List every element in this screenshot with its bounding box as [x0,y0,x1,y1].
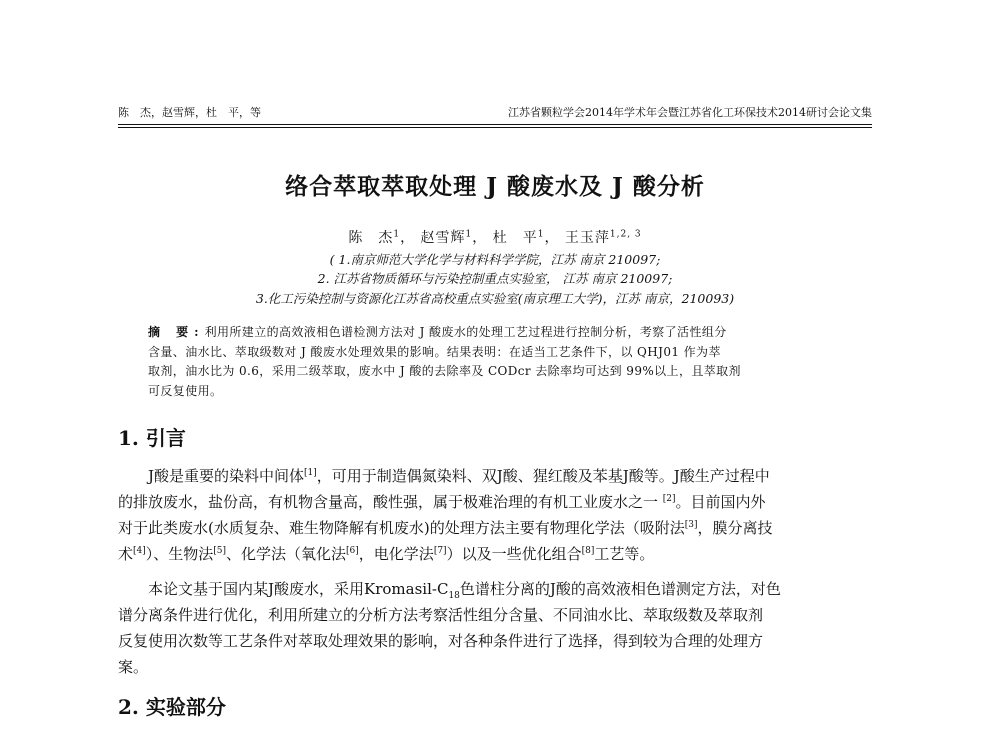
text-run: 对于此类废水(水质复杂、难生物降解有机废水)的处理方法主要有物理化学法（吸附法 [118,519,685,537]
section-heading-introduction: 1. 引言 [118,426,186,450]
para-line [118,515,872,541]
citation: [6] [346,546,359,556]
author-name: 王玉萍 [564,230,610,246]
text-run: 、化学法（氧化法 [226,545,347,563]
author-affil-mark: 1,2, 3 [609,229,642,240]
section-heading-experimental: 2. 实验部分 [118,695,226,719]
text-run: ）、生物法 [145,545,214,563]
para-line [118,576,872,602]
citation: [3] [684,520,698,530]
citation: [4] [133,546,146,556]
paper-title: 络合萃取萃取处理 J 酸废水及 J 酸分析 [285,173,705,200]
header-authors: 陈 杰，赵雪辉，杜 平，等 [118,106,261,119]
text-run: 的排放废水，盐份高，有机物含量高，酸性强，属于极难治理的有机工业废水之一 [118,493,663,511]
abstract-line-2: 含量、油水比、萃取级数对 J 酸废水处理效果的影响。结果表明：在适当工艺条件下，以 QHJ01 作为萃 [148,344,721,359]
header-rule [118,124,872,125]
para-line: 谱分离条件进行优化，利用所建立的分析方法考察活性组分含量、不同油水比、萃取级数及萃取剂 [118,606,764,624]
author-name: 杜 平 [492,230,538,246]
text-run: 工艺等。 [594,545,655,563]
abstract-line-4: 可反复使用。 [148,383,223,398]
citation: [7] [433,546,447,556]
paragraph-objective [118,576,872,680]
header-proceedings: 江苏省颗粒学会2014年学术年会暨江苏省化工环保技术2014研讨会论文集 [508,106,872,119]
para-line: 反复使用次数等工艺条件对萃取处理效果的影响，对各种条件进行了选择，得到较为合理的处理方 [118,632,764,650]
text-run: ，电化学法 [358,545,434,563]
author-list [118,228,872,248]
affiliation-2: 2. 江苏省物质循环与污染控制重点实验室， 江苏 南京 210097; [317,271,673,286]
para-line: 案。 [118,658,149,676]
author-affil-mark: 1 [537,229,545,240]
citation: [2] [662,494,676,504]
author-separator: ， [472,230,488,246]
author-name: 陈 杰 [348,230,394,246]
abstract-label: 摘 要: [148,325,205,339]
para-line [118,463,872,489]
text-run: ，可用于制造偶氮染料、双J酸、猩红酸及苯基J酸等。J酸生产过程中 [316,467,770,485]
text-run: 色谱柱分离的J酸的高效液相色谱测定方法，对色 [459,580,781,598]
text-run: ）以及一些优化组合 [446,545,582,563]
text-run: 。目前国内外 [675,493,766,511]
author-affil-mark: 1 [465,229,473,240]
text-run: 本论文基于国内某J酸废水，采用Kromasil-C [148,580,449,598]
author-name: 赵雪辉 [420,230,466,246]
citation: [1] [304,468,317,478]
text-run: ，膜分离技 [697,519,773,537]
abstract-line-3: 取剂，油水比为 0.6，采用二级萃取，废水中 J 酸的去除率及 CODcr 去除率均可达到 99%以上，且萃取剂 [148,364,741,378]
abstract-line-1 [148,323,842,343]
affiliation-1: ( 1.南京师范大学化学与材料科学学院，江苏 南京 210097; [329,252,661,267]
header-rule-thin [118,127,872,128]
text-run: J酸是重要的染料中间体 [148,467,305,485]
author-affil-mark: 1 [393,229,401,240]
citation: [8] [581,546,595,556]
paragraph-introduction [118,463,872,567]
running-header [118,104,872,122]
abstract [148,323,842,401]
text-run: 术 [118,545,134,563]
abstract-text: 利用所建立的高效液相色谱检测方法对 J 酸废水的处理工艺过程进行控制分析，考察了活性组分 [204,325,727,339]
subscript: 18 [448,591,460,601]
affiliation-3: 3.化工污染控制与资源化江苏省高校重点实验室(南京理工大学)，江苏 南京，210093) [255,291,735,306]
author-separator: ， [544,230,560,246]
para-line [118,489,872,515]
para-line [118,541,872,567]
author-separator: ， [400,230,416,246]
citation: [5] [213,546,227,556]
